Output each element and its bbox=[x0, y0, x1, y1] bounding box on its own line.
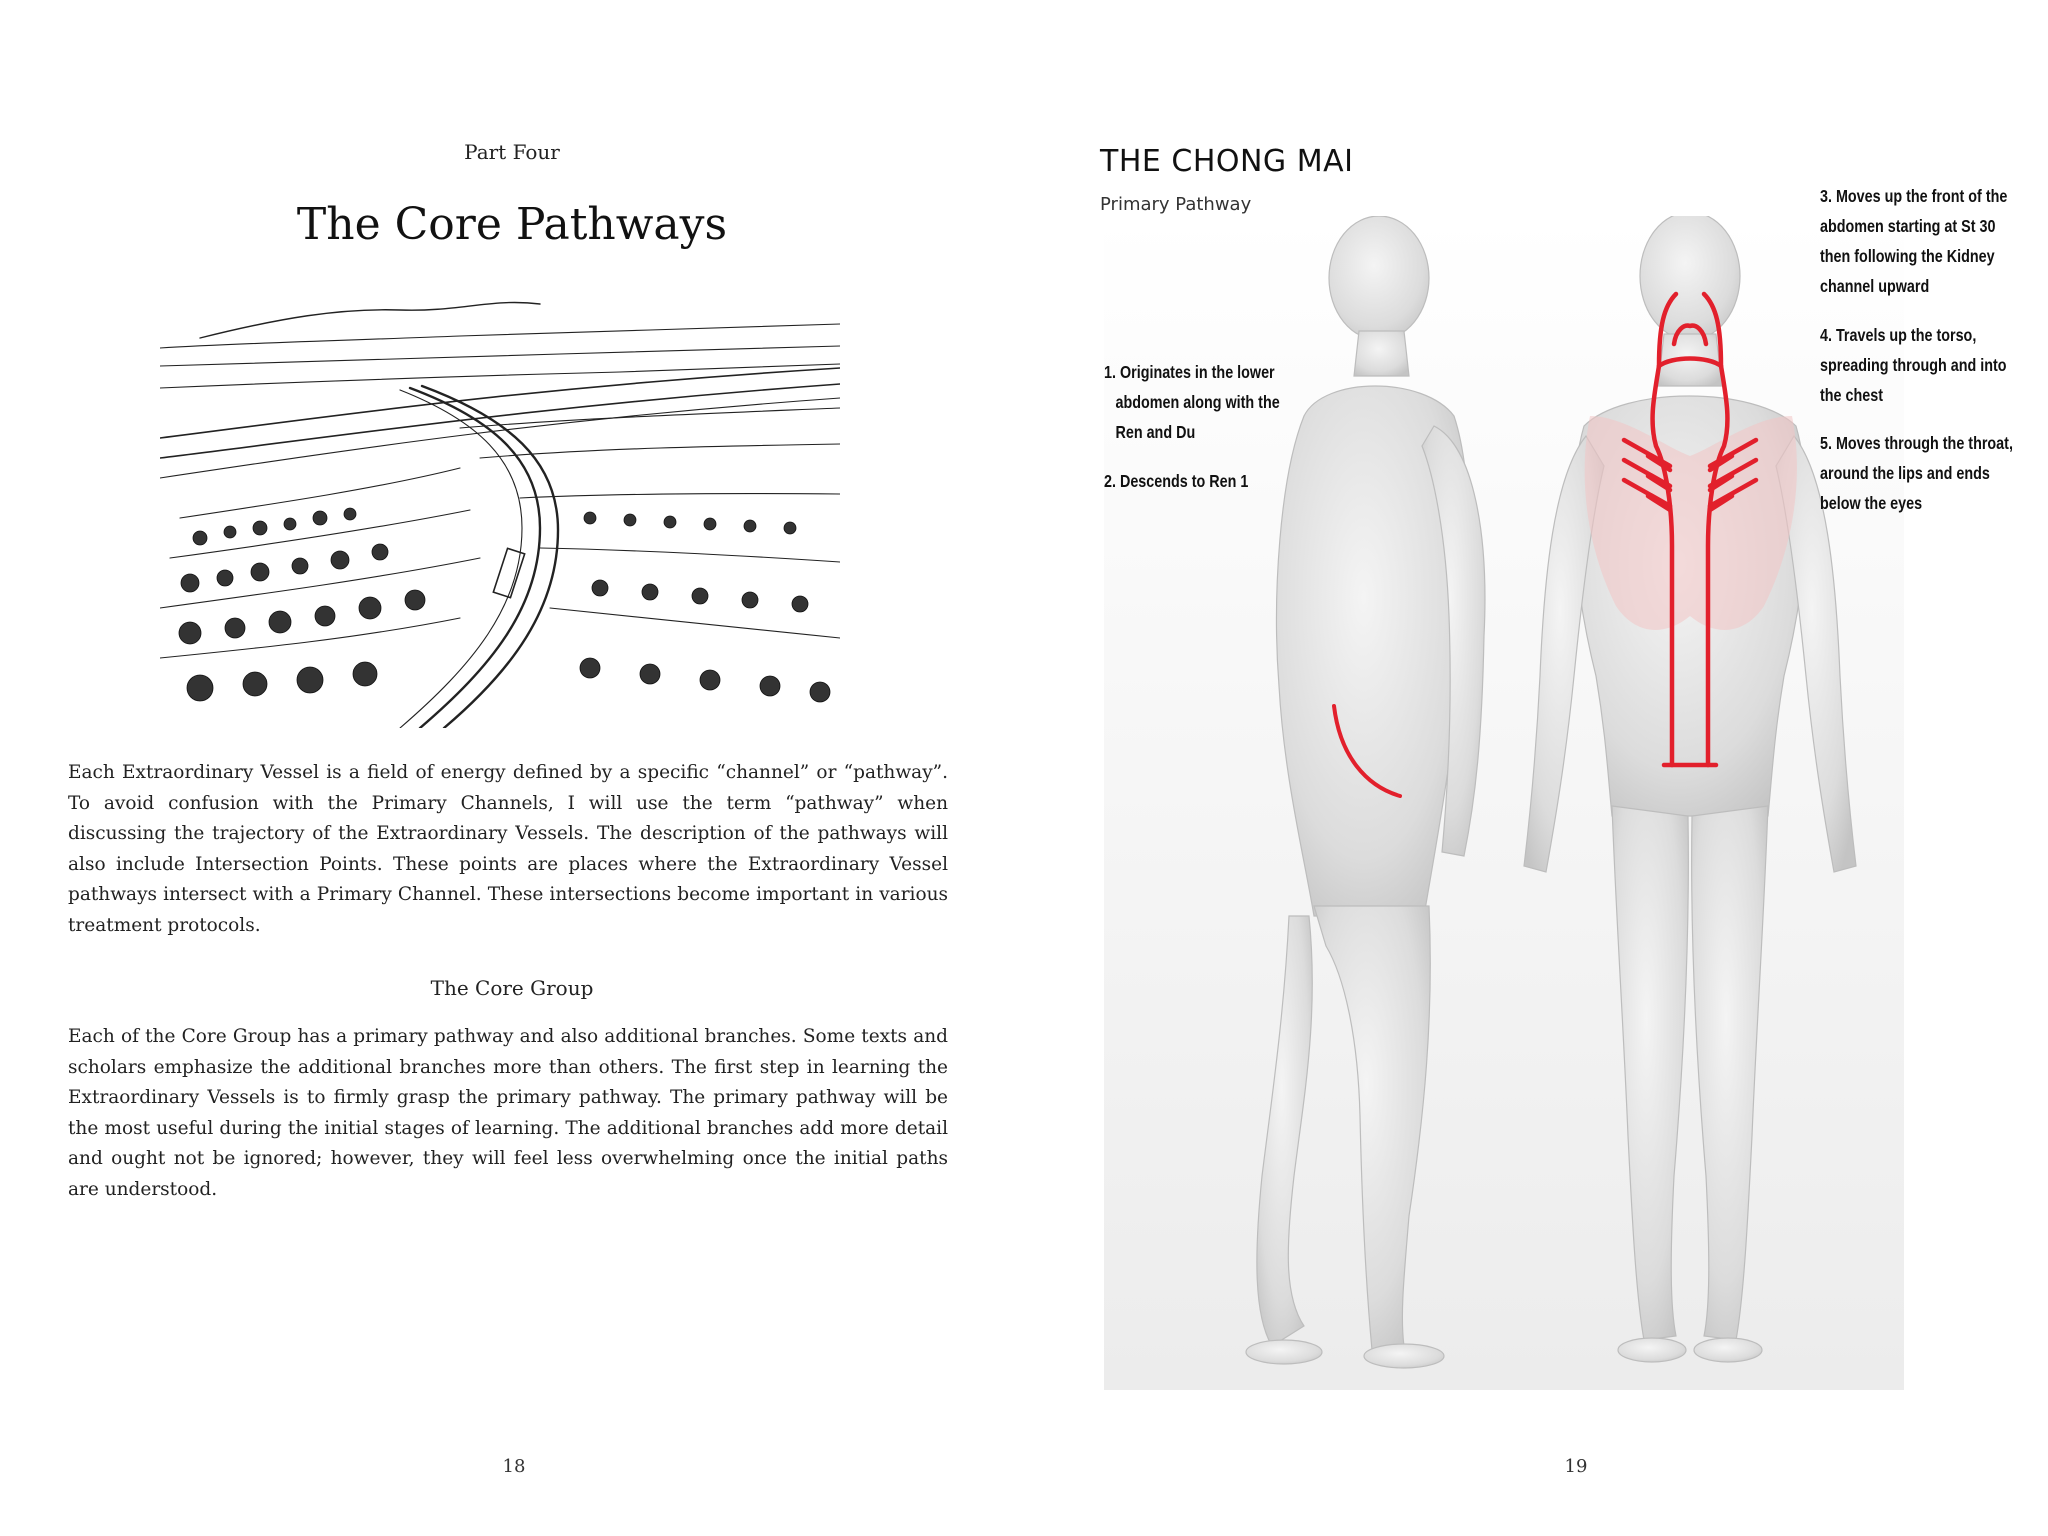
intro-paragraph: Each Extraordinary Vessel is a field of energy defined by a specific “channel” or “pathway”. To avoid confusion with the Primary Channels, I will use the term “pathway” when discussing the trajectory of the Extraordinary Vessels. The description of the pathways will also include Intersection Points. These points are places where the Extraordinary Vessel pathways intersect with a Primary Channel. These intersections become important in various treatment protocols. bbox=[68, 762, 948, 936]
chong-mai-subtitle: Primary Pathway bbox=[1100, 194, 1252, 215]
note-2: 2. Descends to Ren 1 bbox=[1104, 471, 1249, 491]
core-group-paragraph: Each of the Core Group has a primary pathway and also additional branches. Some texts and scholars emphasize the additional branches more than others. The first step in learning the Extraordinary Vessels is to firmly grasp the primary pathway. The primary pathway will be the most useful during the initial stages of learning. The additional branches add more detail and ought not be ignored; however, they will feel less overwhelming once the initial paths are understood. bbox=[68, 1026, 948, 1200]
section-heading: The Core Group bbox=[430, 976, 594, 1000]
page-number-left: 18 bbox=[502, 1456, 526, 1477]
note-5: 5. Moves through the throat, around the lips and ends below the eyes bbox=[1820, 433, 2013, 513]
page-number-right: 19 bbox=[1564, 1456, 1588, 1477]
right-page bbox=[1024, 0, 2048, 1536]
note-4: 4. Travels up the torso, spreading through and into the chest bbox=[1820, 325, 2007, 405]
landscape-sketch bbox=[160, 288, 840, 728]
page-title: The Core Pathways bbox=[296, 199, 728, 251]
note-1: 1. Originates in the lower abdomen along with the Ren and Du bbox=[1104, 362, 1280, 442]
note-3: 3. Moves up the front of the abdomen starting at St 30 then following the Kidney channel upward bbox=[1820, 186, 2008, 296]
chong-mai-title: THE CHONG MAI bbox=[1100, 144, 1354, 179]
part-label: Part Four bbox=[464, 140, 560, 164]
